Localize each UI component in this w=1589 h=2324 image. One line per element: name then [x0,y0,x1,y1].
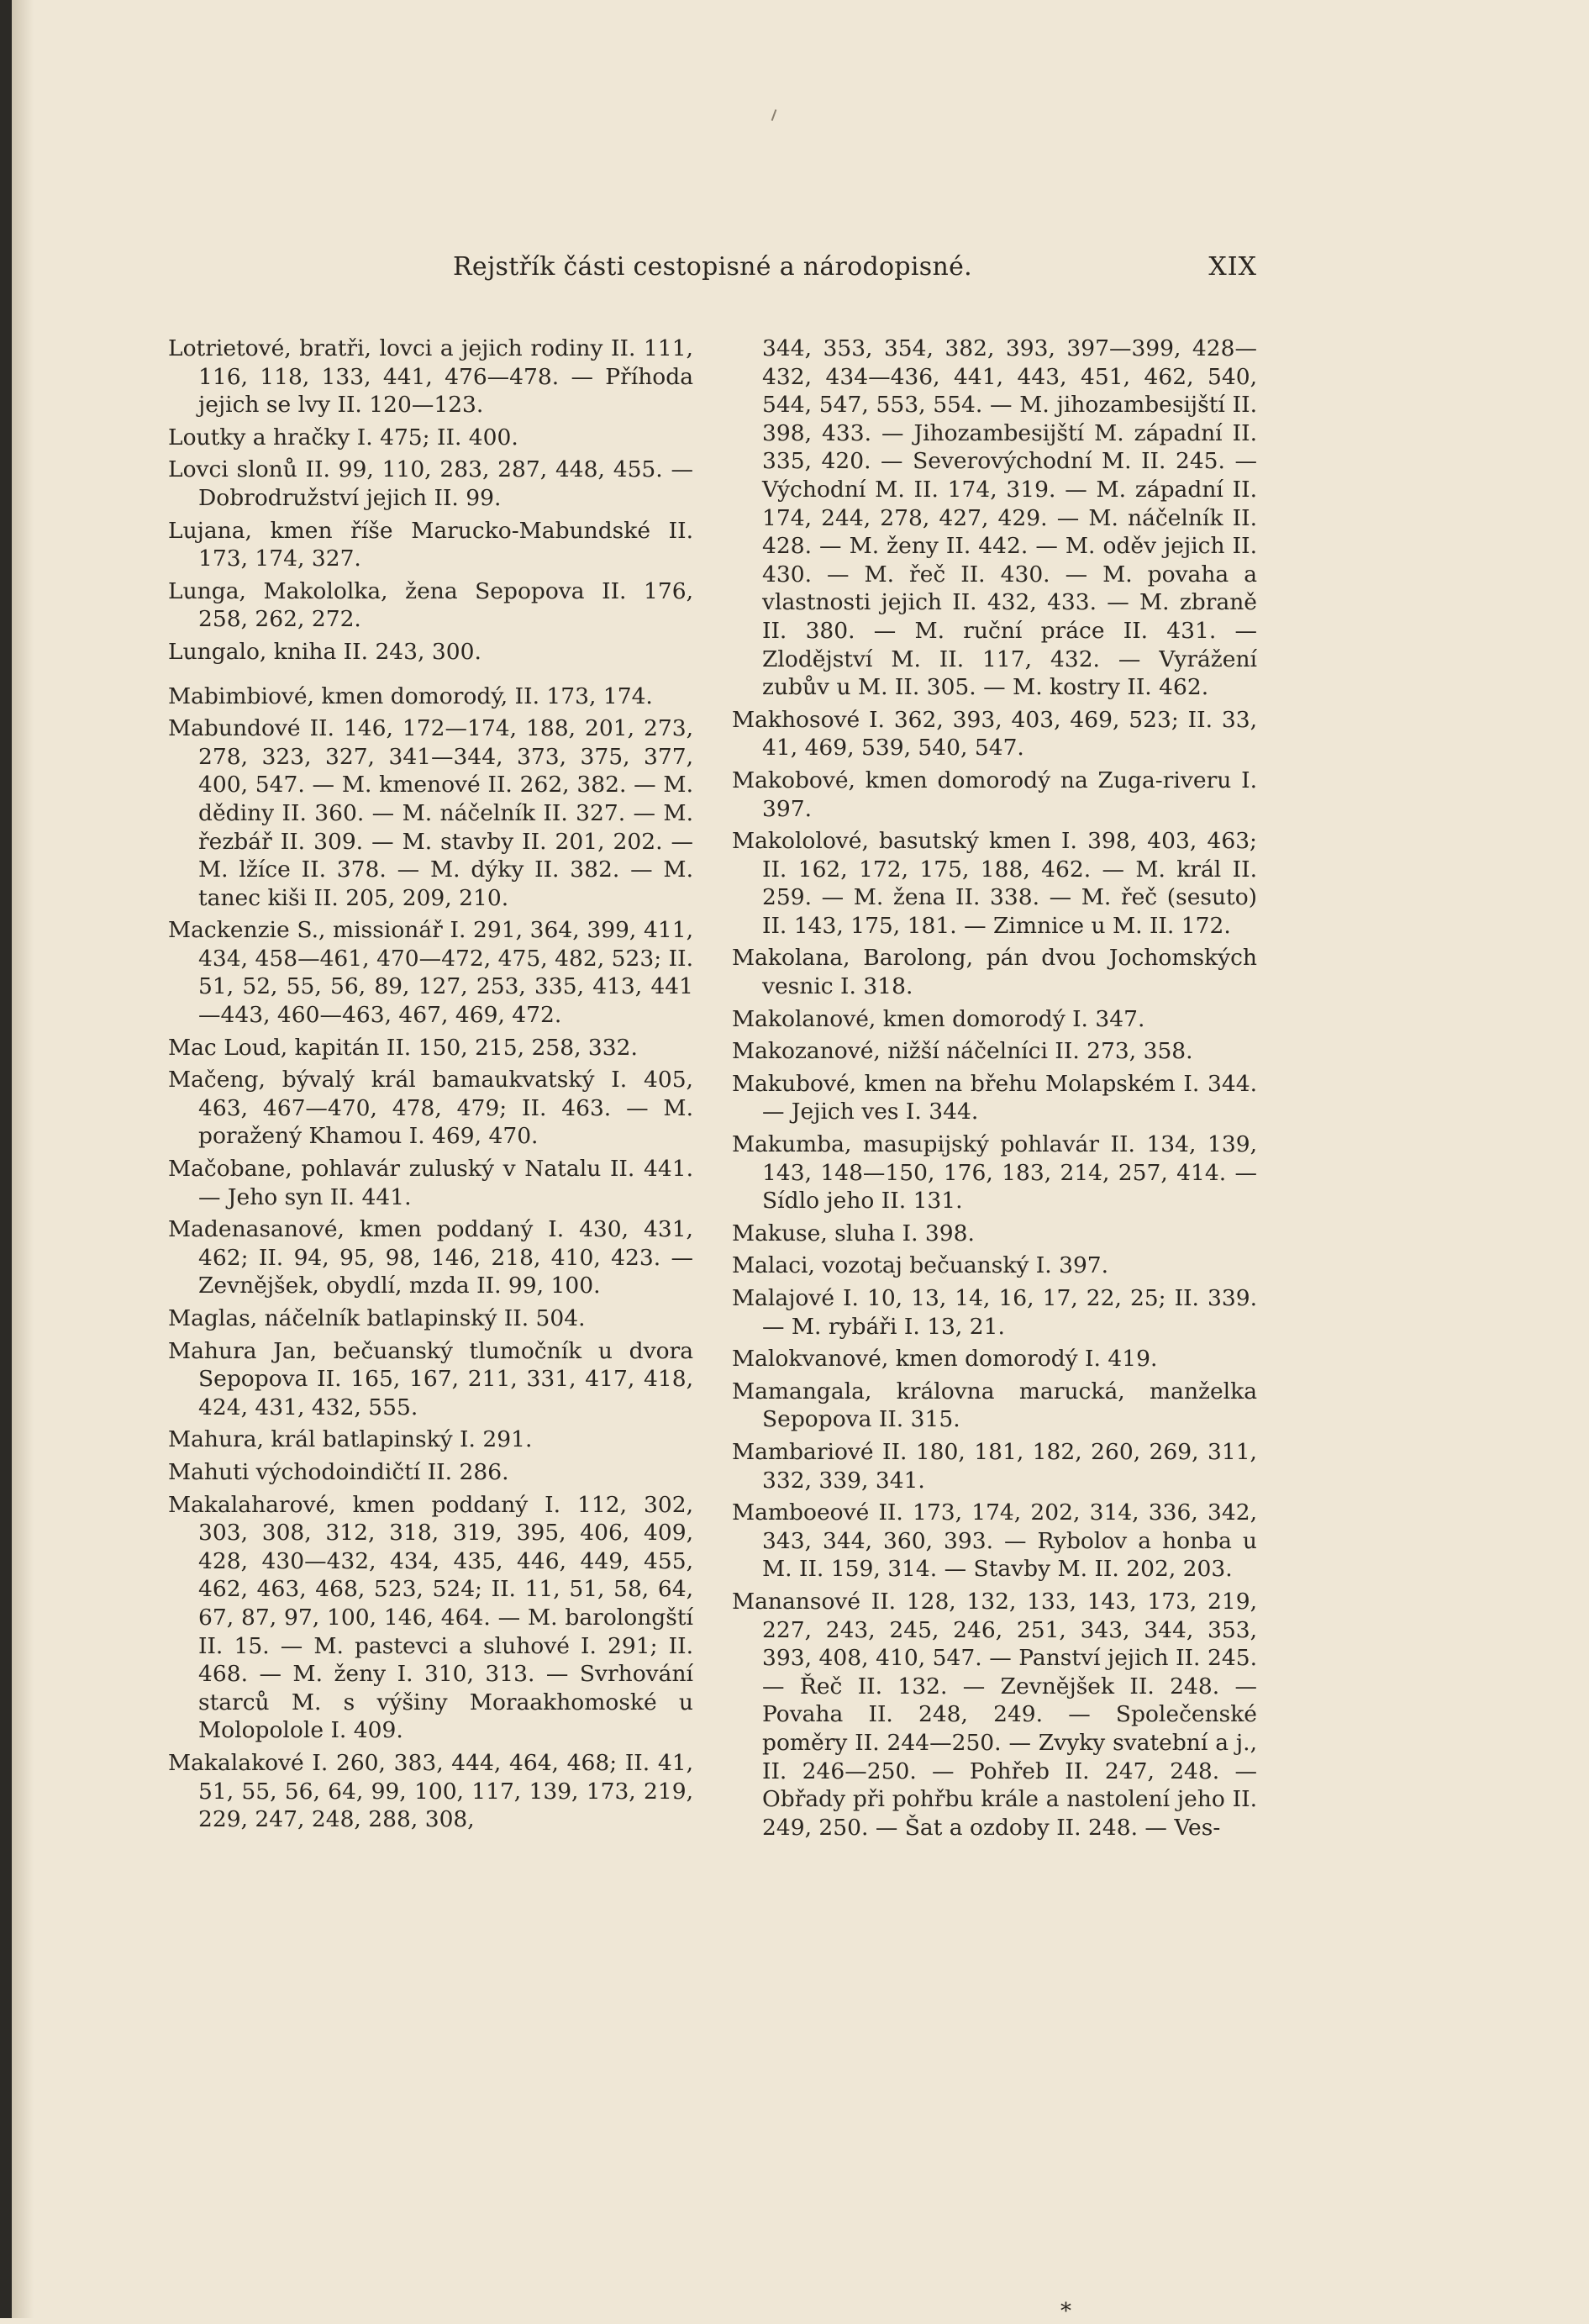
index-entry: Mahura, král batlapinský I. 291. [168,1426,533,1453]
index-entry: Malokvanové, kmen domorodý I. 419. [732,1346,1158,1373]
index-entry: Makuse, sluha I. 398. [732,1220,975,1246]
index-entry: Malaci, vozotaj bečuanský I. 397. [732,1252,1109,1279]
index-entry: Lotrietové, bratři, lovci a jejich rodiny II. 111, 116, 118, 133, 441, 476—478. — Příhoda jejich se lvy II. 120—123. [168,335,693,419]
index-entry: Makhosové I. 362, 393, 403, 469, 523; II. 33, 41, 469, 539, 540, 547. [732,706,1257,761]
index-column-right [732,335,1257,1846]
index-entry: Mac Loud, kapitán II. 150, 215, 258, 332. [168,1034,638,1061]
signature-mark: * [1060,2299,1071,2324]
index-entry: Lungalo, kniha II. 243, 300. [168,638,481,665]
index-entry: Lunga, Makololka, žena Sepopova II. 176, 258, 262, 272. [168,577,693,633]
index-entry: Lovci slonů II. 99, 110, 283, 287, 448, 455. — Dobrodružství jejich II. 99. [168,456,693,511]
paper-speck [771,109,777,121]
index-entry: Mambariové II. 180, 181, 182, 260, 269, 311, 332, 339, 341. [732,1438,1257,1494]
page-title: Rejstřík části cestopisné a národopisné. [453,252,972,282]
index-entry: Madenasanové, kmen poddaný I. 430, 431, 462; II. 94, 95, 98, 146, 218, 410, 423. — Zevnějšek, obydlí, mzda II. 99, 100. [168,1216,693,1299]
index-entry: Makobové, kmen domorodý na Zuga-riveru I. 397. [732,767,1257,822]
index-entry: Mabimbiové, kmen domorodý, II. 173, 174. [168,682,653,709]
index-entry: Makalakové I. 260, 383, 444, 464, 468; II. 41, 51, 55, 56, 64, 99, 100, 117, 139, 173, 219, 229, 247, 248, 288, 308, [168,1749,693,1833]
index-entry: Mamboeové II. 173, 174, 202, 314, 336, 342, 343, 344, 360, 393. — Rybolov a honba u M. II. 159, 314. — Stavby M. II. 202, 203. [732,1499,1257,1583]
index-entry: Makolanové, kmen domorodý I. 347. [732,1005,1145,1032]
index-entry: Mačobane, pohlavár zuluský v Natalu II. 441. — Jeho syn II. 441. [168,1156,693,1210]
index-entry: Makubové, kmen na břehu Molapském I. 344. — Jejich ves I. 344. [732,1070,1257,1125]
binding-gutter [0,0,12,2318]
index-entry: Makololové, basutský kmen I. 398, 403, 463; II. 162, 172, 175, 188, 462. — M. král II. 259. — M. žena II. 338. — M. řeč (sesuto) II. 143, 175, 181. — Zimnice u M. II. 172. [732,828,1257,939]
index-entry: Mačeng, bývalý král bamaukvatský I. 405, 463, 467—470, 478, 479; II. 463. — M. poražený Khamou I. 469, 470. [168,1067,693,1150]
binding-shadow [12,0,34,2318]
index-entry: Mamangala, královna marucká, manželka Sepopova II. 315. [732,1378,1257,1433]
index-entry: Mabundové II. 146, 172—174, 188, 201, 273, 278, 323, 327, 341—344, 373, 375, 377, 400, 547. — M. kmenové II. 262, 382. — M. dědiny II. 360. — M. náčelník II. 327. — M. řezbář II. 309. — M. stavby II. 201, 202. — M. lžíce II. 378. — M. dýky II. 382. — M. tanec kiši II. 205, 209, 210. [168,715,693,911]
index-entry: Makumba, masupijský pohlavár II. 134, 139, 143, 148—150, 176, 183, 214, 257, 414. — Sídlo jeho II. 131. [732,1131,1257,1215]
index-entry: Makozanové, nižší náčelníci II. 273, 358. [732,1038,1193,1065]
index-entry: Manansové II. 128, 132, 133, 143, 173, 219, 227, 243, 245, 246, 251, 343, 344, 353, 393, 408, 410, 547. — Panství jejich II. 245. — Řeč II. 132. — Zevnějšek II. 248. — Povaha II. 248, 249. — Společenské poměry II. 244—250. — Zvyky svatební a j., II. 246—250. — Pohřeb II. 247, 248. — Obřady při pohřbu krále a nastolení jeho II. 249, 250. — Šat a ozdoby II. 248. — Ves- [732,1588,1257,1841]
index-entry: Malajové I. 10, 13, 14, 16, 17, 22, 25; II. 339. — M. rybáři I. 13, 21. [732,1285,1257,1340]
index-entry: Lujana, kmen říše Marucko-Mabundské II. 173, 174, 327. [168,517,693,572]
index-entry: Mahuti východoindičtí II. 286. [168,1458,509,1485]
index-entry-continued: 344, 353, 354, 382, 393, 397—399, 428—432, 434—436, 441, 443, 451, 462, 540, 544, 547, 553, 554. — M. jihozambesijští II. 398, 433. — Jihozambesijští M. západní II. 335, 420. — Severovýchodní M. II. 245. — Východní M. II. 174, 319. — M. západní II. 174, 244, 278, 427, 429. — M. náčelník II. 428. — M. ženy II. 442. — M. oděv jejich II. 430. — M. řeč II. 430. — M. povaha a vlastnosti jejich II. 432, 433. — M. zbraně II. 380. — M. ruční práce II. 431. — Zlodějství M. II. 117, 432. — Vyrážení zubův u M. II. 305. — M. kostry II. 462. [762,335,1257,701]
index-entry: Makolana, Barolong, pán dvou Jochomských vesnic I. 318. [732,945,1257,1000]
index-column-left [168,335,693,1838]
page-number: XIX [1208,252,1257,282]
index-entry: Mackenzie S., missionář I. 291, 364, 399, 411, 434, 458—461, 470—472, 475, 482, 523; II. 51, 52, 55, 56, 89, 127, 253, 335, 413, 441—443, 460—463, 467, 469, 472. [168,917,693,1029]
index-entry: Loutky a hračky I. 475; II. 400. [168,424,518,451]
index-entry: Maglas, náčelník batlapinský II. 504. [168,1305,586,1331]
page-header [168,252,1257,286]
index-entry: Mahura Jan, bečuanský tlumočník u dvora Sepopova II. 165, 167, 211, 331, 417, 418, 424, 431, 432, 555. [168,1337,693,1420]
index-entry: Makalaharové, kmen poddaný I. 112, 302, 303, 308, 312, 318, 319, 395, 406, 409, 428, 430—432, 434, 435, 446, 449, 455, 462, 463, 468, 523, 524; II. 11, 51, 58, 64, 67, 87, 97, 100, 146, 464. — M. barolongští II. 15. — M. pastevci a sluhové I. 291; II. 468. — M. ženy I. 310, 313. — Svrhování starců M. s výšiny Moraakhomoské u Molopolole I. 409. [168,1491,693,1744]
